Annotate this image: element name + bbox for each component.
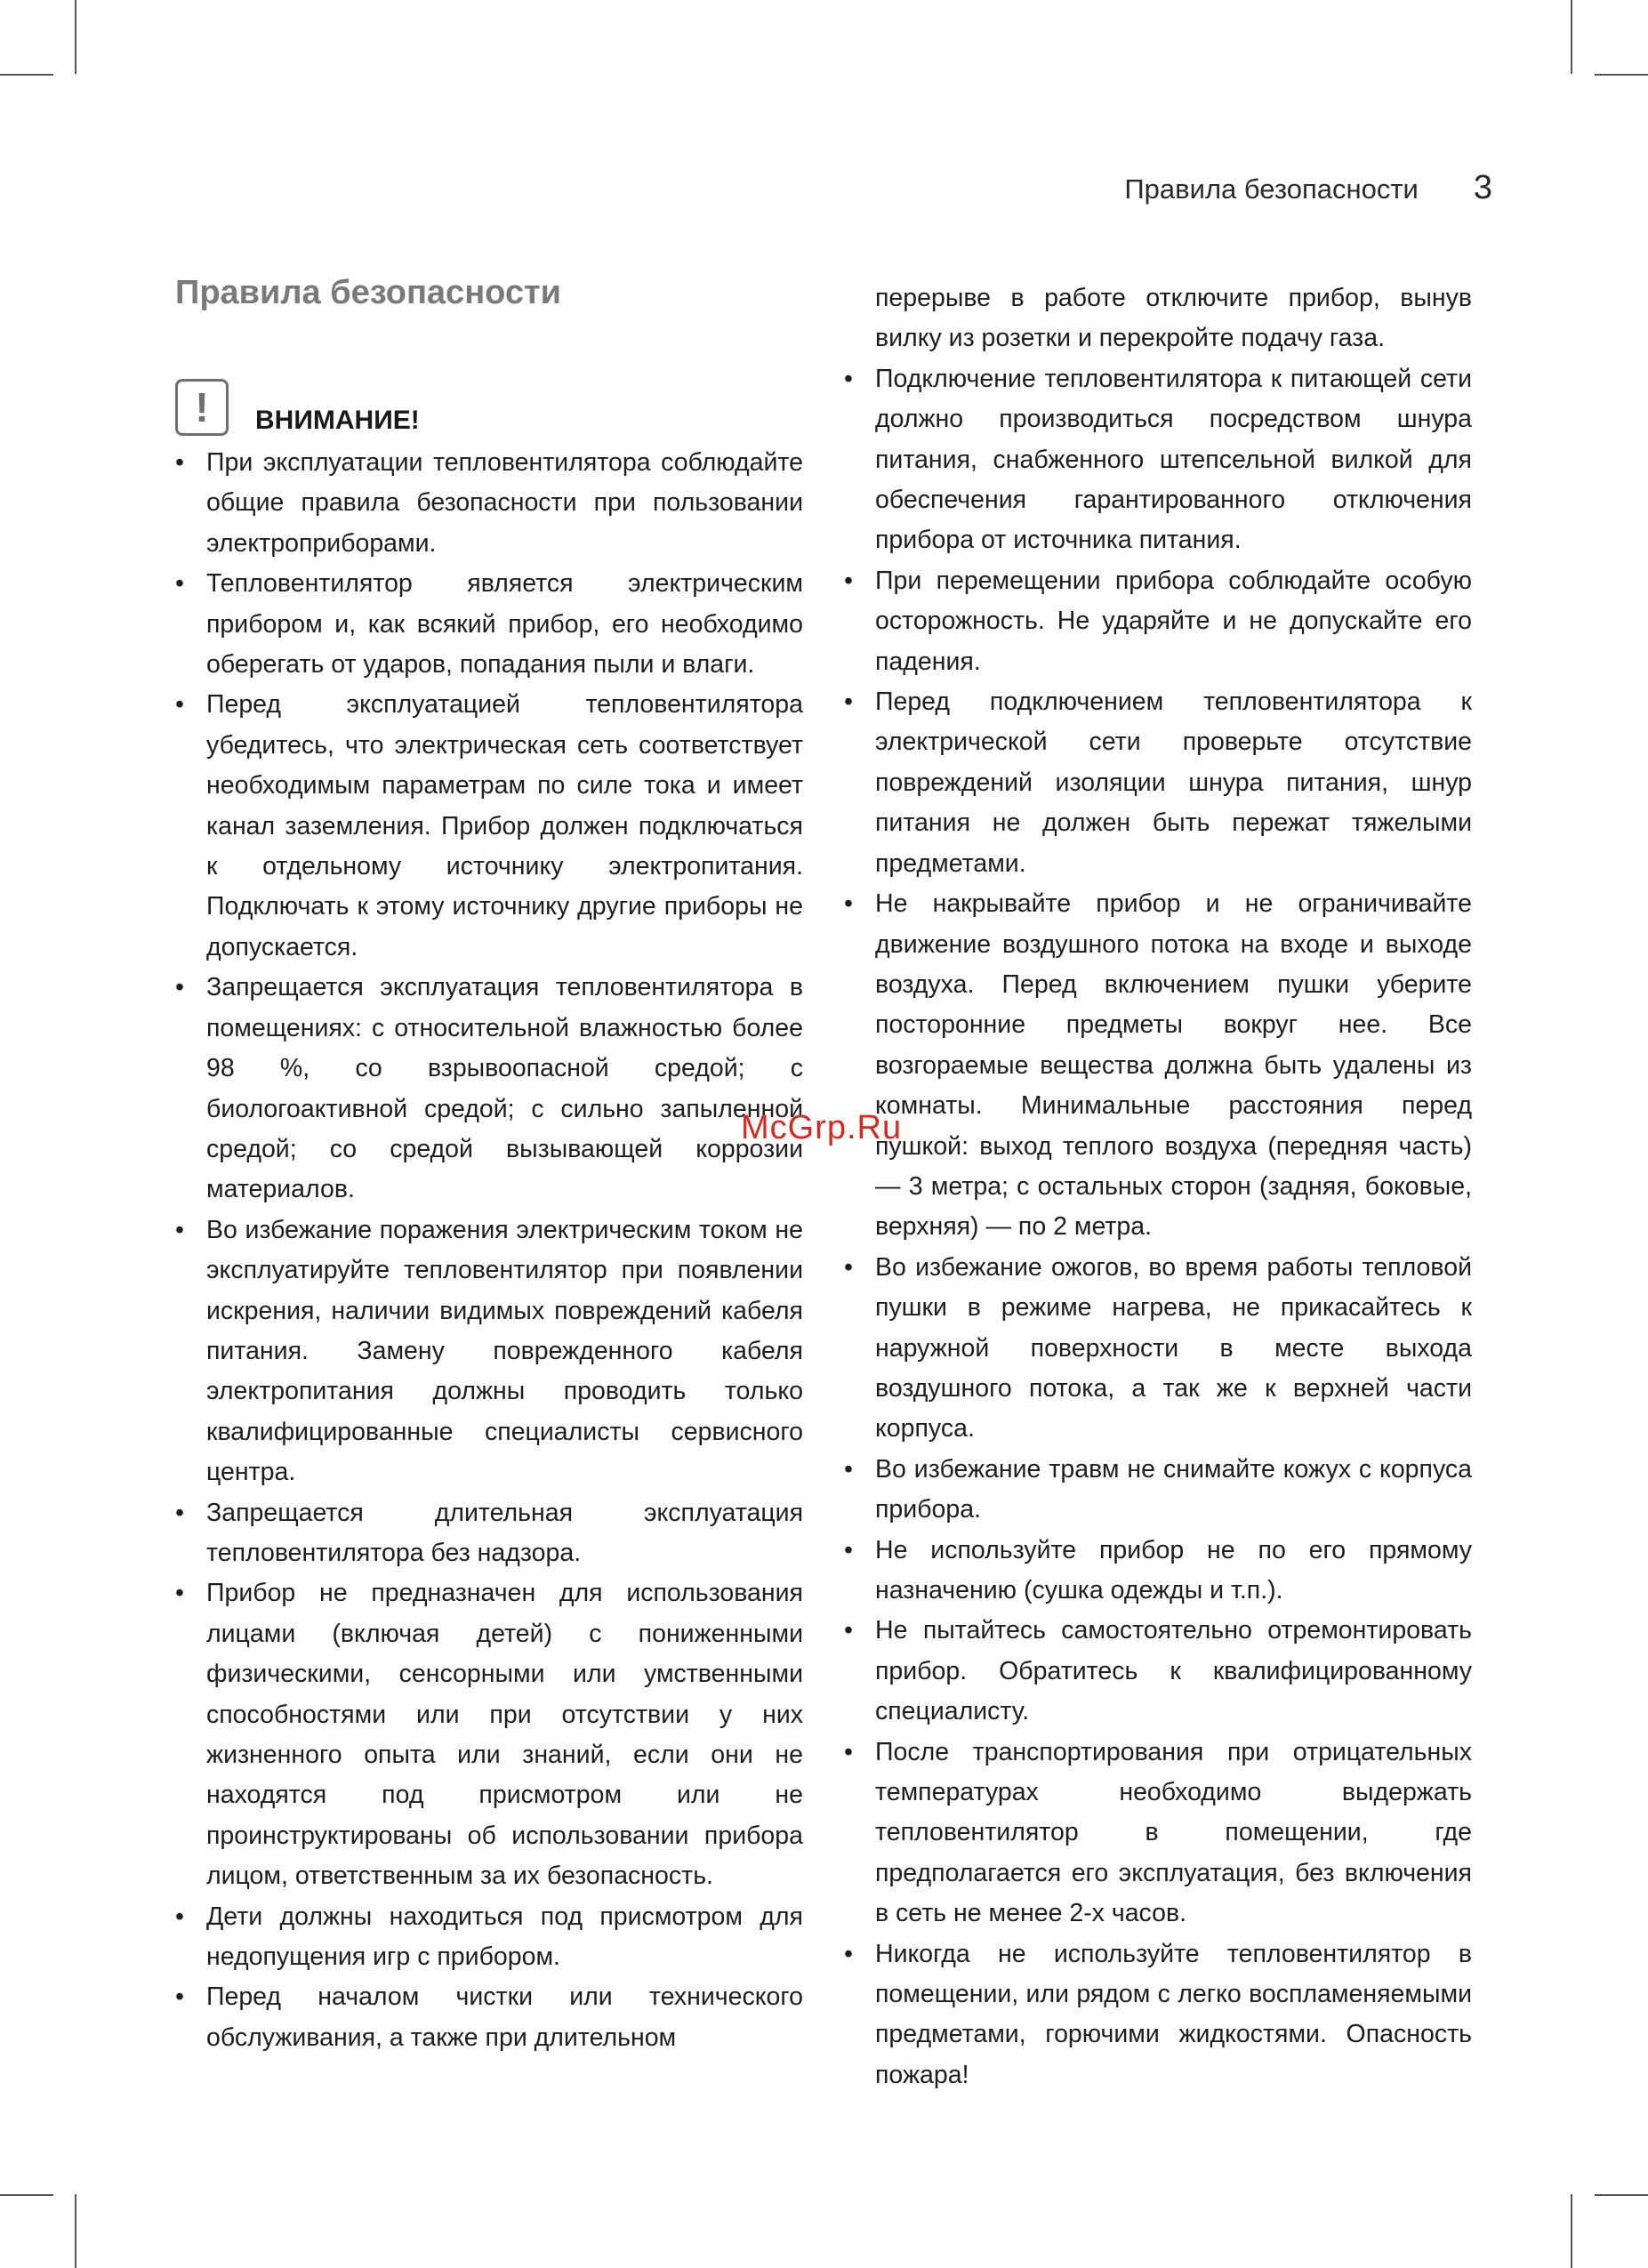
left-rule-item — [175, 1210, 803, 1493]
section-title: Правила безопасности — [175, 274, 561, 311]
crop-mark-bottom-left — [75, 2194, 76, 2268]
rule-text: Подключение тепловентилятора к питающей сети должно производиться посредством шнура питания, снабженного штепсельной вилкой для обеспечения гарантированного отключения прибора от источника питания. — [875, 364, 1472, 555]
right-rules-list — [844, 359, 1472, 2095]
rule-text: При перемещении прибора соблюдайте особую осторожность. Не ударяйте и не допускайте его падения. — [875, 566, 1472, 676]
left-rule-item — [175, 1897, 803, 1978]
bullet-icon: • — [175, 1902, 184, 1931]
warning-block — [175, 372, 803, 436]
right-column — [844, 278, 1472, 2095]
running-header — [1124, 169, 1492, 207]
bullet-icon: • — [844, 1535, 853, 1564]
left-rule-item — [175, 443, 803, 564]
right-rule-item — [844, 1733, 1472, 1934]
bullet-icon: • — [175, 1215, 184, 1244]
left-rule-item — [175, 685, 803, 968]
rule-text: Перед подключением тепловентилятора к электрической сети проверьте отсутствие повреждений изоляции шнура питания, шнур питания не должен быть пережат тяжелыми предметами. — [875, 688, 1472, 878]
left-rule-item — [175, 968, 803, 1210]
right-rule-item — [844, 1934, 1472, 2096]
bullet-icon: • — [844, 1454, 853, 1484]
left-rule-item — [175, 1977, 803, 2058]
right-rule-item — [844, 1450, 1472, 1531]
left-rule-item — [175, 564, 803, 685]
rule-text: Запрещается эксплуатация тепловентилятора в помещениях: с относительной влажностью более 98 %, со взрывоопасной средой; с биологоактивной средой; с сильно запыленной средой; со средой вызывающей коррозии материалов. — [206, 973, 803, 1204]
bullet-icon: • — [844, 364, 853, 393]
right-rule-item — [844, 1611, 1472, 1732]
crop-mark-top-left-h — [0, 74, 53, 76]
rule-text: Перед началом чистки или технического обслуживания, а также при длительном — [206, 1982, 803, 2052]
watermark: McGrp.Ru — [741, 1109, 903, 1146]
rule-text: Перед эксплуатацией тепловентилятора убедитесь, что электрическая сеть соответствует необходимым параметрам по силе тока и имеет канал заземления. Прибор должен подключаться к отдельному источнику электропитания. Подключать к этому источнику другие приборы не допускается. — [206, 690, 803, 961]
warning-label: ВНИМАНИЕ! — [255, 406, 420, 435]
running-title: Правила безопасности — [1124, 173, 1419, 205]
crop-mark-bottom-left-h — [0, 2194, 53, 2196]
right-rule-item — [844, 359, 1472, 561]
bullet-icon: • — [844, 566, 853, 595]
left-rule-item — [175, 1573, 803, 1896]
bullet-icon: • — [844, 889, 853, 919]
right-rule-item — [844, 682, 1472, 884]
left-rule-item — [175, 1493, 803, 1574]
bullet-icon: • — [175, 690, 184, 720]
bullet-icon: • — [844, 1616, 853, 1645]
crop-mark-top-right — [1571, 0, 1572, 74]
warning-icon: ! — [175, 379, 229, 436]
right-rule-item — [844, 884, 1472, 1248]
rule-text: Во избежание травм не снимайте кожух с корпуса прибора. — [875, 1454, 1472, 1524]
rule-text: Запрещается длительная эксплуатация тепловентилятора без надзора. — [206, 1498, 803, 1567]
right-rule-item — [844, 1248, 1472, 1450]
bullet-icon: • — [844, 1939, 853, 1968]
continued-rule-text: перерыве в работе отключите прибор, вынув вилку из розетки и перекройте подачу газа. — [875, 284, 1472, 353]
bullet-icon: • — [844, 1737, 853, 1766]
crop-mark-bottom-right-h — [1595, 2194, 1648, 2196]
crop-mark-top-right-h — [1595, 74, 1648, 76]
rule-text: Во избежание поражения электрическим током не эксплуатируйте тепловентилятор при появлении искрения, наличии видимых повреждений кабеля питания. Замену поврежденного кабеля электропитания должны проводить только квалифицированные специалисты сервисного центра. — [206, 1215, 803, 1487]
bullet-icon: • — [175, 569, 184, 599]
rule-text: После транспортирования при отрицательных температурах необходимо выдержать тепловентилятор в помещении, где предполагается его эксплуатация, без включения в сеть не менее 2-х часов. — [875, 1737, 1472, 1928]
left-rules-list — [175, 443, 803, 2058]
bullet-icon: • — [844, 688, 853, 717]
rule-text: Дети должны находиться под присмотром для недопущения игр с прибором. — [206, 1902, 803, 1972]
right-rule-item — [844, 561, 1472, 682]
rule-text: Не накрывайте прибор и не ограничивайте движение воздушного потока на входе и выходе воздуха. Перед включением пушки уберите посторонние предметы вокруг нее. Все возгораемые вещества должна быть удалены из комнаты. Минимальные расстояния перед пушкой: выход теплого воздуха (передняя часть) — 3 метра; с остальных сторон (задняя, боковые, верхняя) — по 2 метра. — [875, 889, 1472, 1242]
bullet-icon: • — [175, 1579, 184, 1608]
rule-text: Тепловентилятор является электрическим прибором и, как всякий прибор, его необходимо оберегать от ударов, попадания пыли и влаги. — [206, 569, 803, 680]
rule-text: Не пытайтесь самостоятельно отремонтировать прибор. Обратитесь к квалифицированному специалисту. — [875, 1616, 1472, 1726]
rule-text: Прибор не предназначен для использования лицами (включая детей) с пониженными физическими, сенсорными или умственными способностями или при отсутствии у них жизненного опыта или знаний, если они не находятся под присмотром или не проинструктированы об использовании прибора лицом, ответственным за их безопасность. — [206, 1579, 803, 1891]
bullet-icon: • — [175, 1982, 184, 2012]
left-column — [175, 267, 803, 2058]
right-rule-item — [844, 1531, 1472, 1612]
page-number: 3 — [1473, 169, 1492, 206]
bullet-icon: • — [175, 448, 184, 477]
bullet-icon: • — [844, 1252, 853, 1282]
rule-text: При эксплуатации тепловентилятора соблюдайте общие правила безопасности при пользовании электроприборами. — [206, 448, 803, 558]
rule-text: Не используйте прибор не по его прямому назначению (сушка одежды и т.п.). — [875, 1535, 1472, 1604]
bullet-icon: • — [175, 1498, 184, 1527]
rule-text: Никогда не используйте тепловентилятор в помещении, или рядом с легко воспламеняемыми предметами, горючими жидкостями. Опасность пожара! — [875, 1939, 1472, 2089]
crop-mark-bottom-right — [1571, 2194, 1572, 2268]
crop-mark-top-left — [75, 0, 76, 74]
rule-text: Во избежание ожогов, во время работы тепловой пушки в режиме нагрева, не прикасайтесь к наружной поверхности в месте выхода воздушного потока, а так же к верхней части корпуса. — [875, 1252, 1472, 1444]
bullet-icon: • — [175, 973, 184, 1002]
